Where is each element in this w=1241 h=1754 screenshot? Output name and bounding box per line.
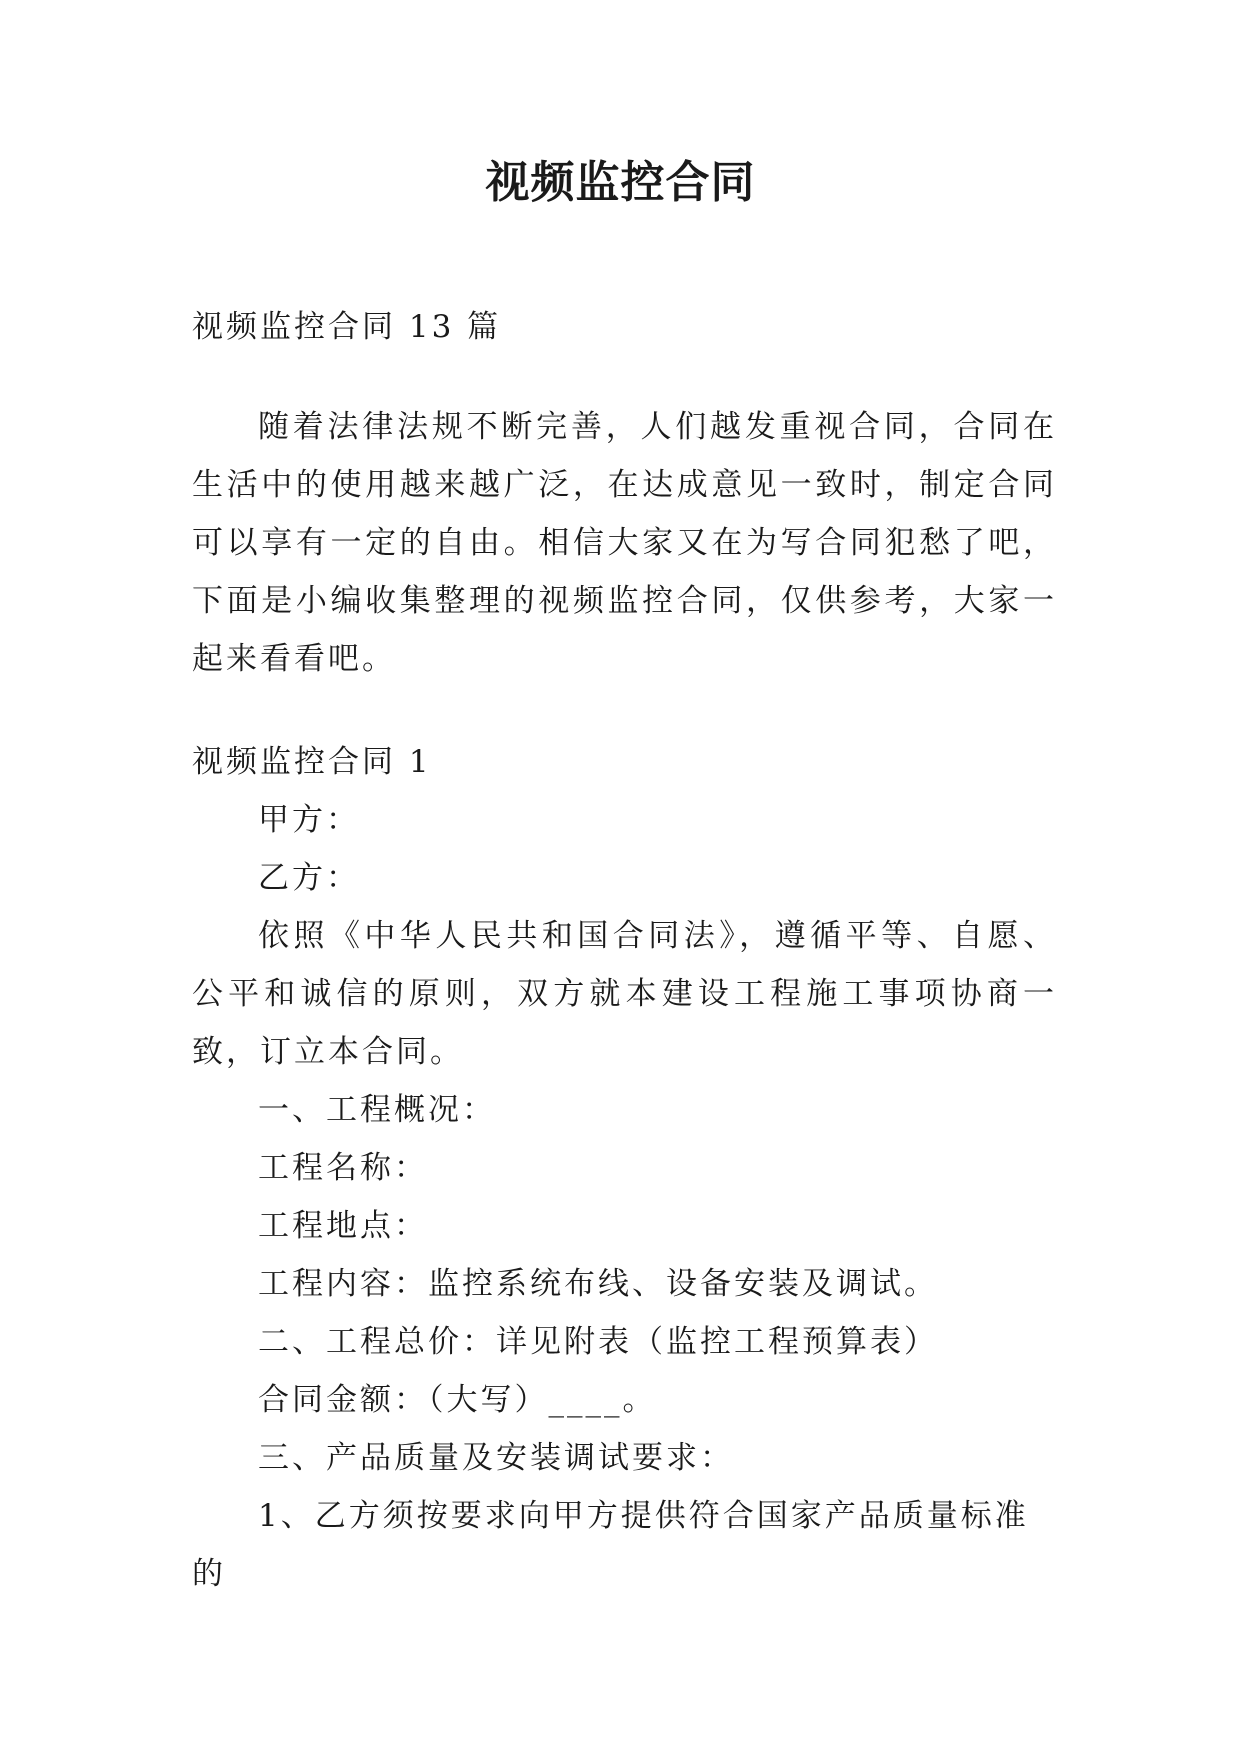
contract-amount-line: 合同金额：（大写）____。 [258, 1382, 657, 1418]
document-subtitle: 视频监控合同 13 篇 [192, 309, 502, 345]
contract-body [192, 733, 1057, 1603]
quality-heading: 三、产品质量及安装调试要求： [258, 1440, 734, 1476]
party-b-line: 乙方： [258, 860, 360, 896]
overview-heading: 一、工程概况： [258, 1092, 496, 1128]
project-name-line: 工程名称： [258, 1150, 428, 1186]
intro-block [192, 398, 1057, 688]
project-content-line: 工程内容：监控系统布线、设备安装及调试。 [258, 1266, 938, 1302]
project-location-line: 工程地点： [258, 1208, 428, 1244]
document-subtitle-block [192, 298, 1057, 356]
total-price-line: 二、工程总价：详见附表（监控工程预算表） [258, 1324, 938, 1360]
intro-paragraph: 随着法律法规不断完善，人们越发重视合同，合同在生活中的使用越来越广泛，在达成意见一致时，制定合同可以享有一定的自由。相信大家又在为写合同犯愁了吧，下面是小编收集整理的视频监控合同，仅供参考，大家一起来看看吧。 [192, 409, 1057, 677]
section-heading: 视频监控合同 1 [192, 744, 432, 780]
legal-basis-paragraph: 依照《中华人民共和国合同法》，遵循平等、自愿、公平和诚信的原则，双方就本建设工程施工事项协商一致，订立本合同。 [192, 918, 1057, 1070]
party-a-line: 甲方： [258, 802, 360, 838]
quality-item-1: 1、乙方须按要求向甲方提供符合国家产品质量标准的 [192, 1498, 1029, 1592]
document-title: 视频监控合同 [485, 157, 756, 208]
